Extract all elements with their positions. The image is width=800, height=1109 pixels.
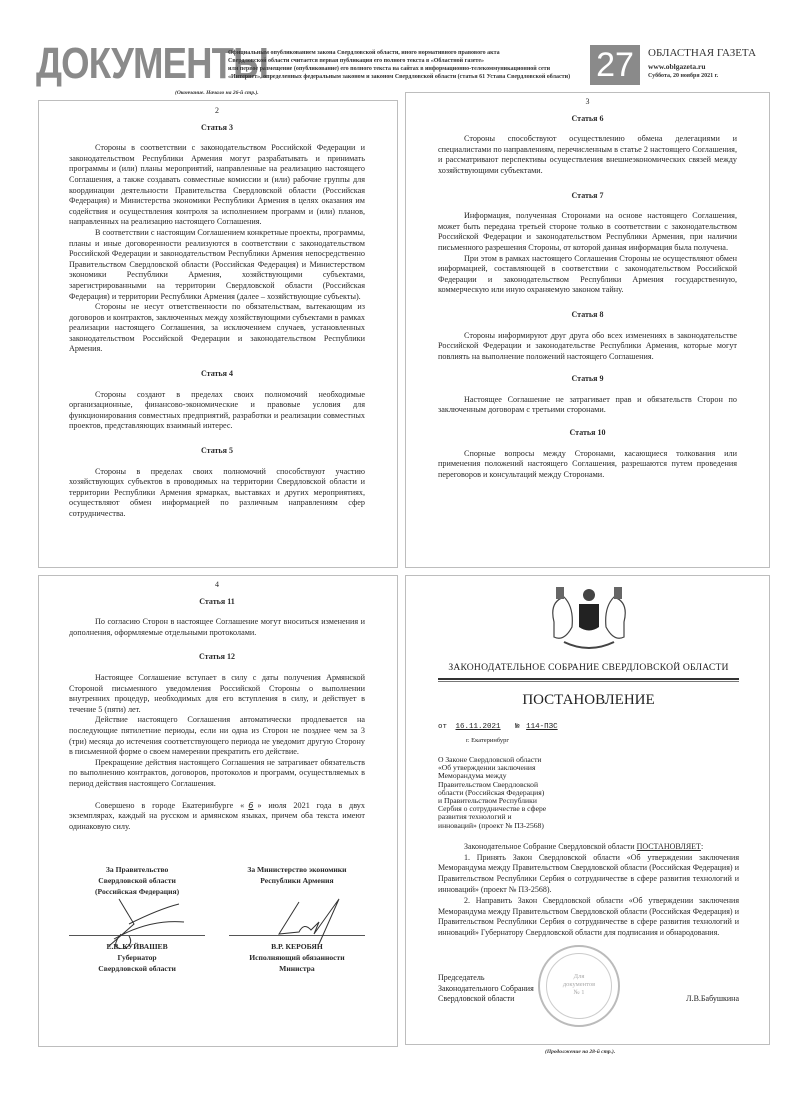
continued-from: (Окончание. Начало на 26-й стр.).: [175, 90, 259, 96]
article-heading: Статья 3: [201, 122, 233, 132]
article-heading: Статья 7: [571, 190, 604, 200]
paragraph: Стороны информируют друг друга обо всех изменениях в законодательстве Российской Федерации и законодательстве Республики Армения, которые могут повлиять на выполнение положений настоящего Соглашения.: [438, 330, 737, 361]
article-heading: Статья 8: [571, 309, 604, 319]
paragraph: Настоящее Соглашение вступает в силу с даты получения Армянской Стороной письменного уведомления Российской Стороны о выполнении внутренних процедур, необходимых для его вступления в силу, и действует в течение 5 (пяти) лет.: [69, 672, 365, 714]
page-num: 2: [215, 106, 219, 115]
signature-block-right: [229, 864, 365, 974]
note-line: «Интернет», определенных федеральным законом и законом Свердловской области (статья 61 Устава Свердловской области): [228, 74, 571, 80]
section-title: ДОКУМЕНТЫ: [36, 39, 269, 88]
org-line: За Министерство экономики: [247, 865, 347, 875]
signer-position: Министра: [279, 964, 315, 974]
continued-to: (Продолжение на 28-й стр.).: [545, 1049, 616, 1055]
stamp-text: Для: [573, 973, 585, 980]
signer-position: Законодательного Собрания: [438, 983, 534, 993]
document-title: ПОСТАНОВЛЕНИЕ: [522, 692, 655, 708]
signer-position: Исполняющий обязанности: [249, 953, 345, 963]
site-link[interactable]: www.oblgazeta.ru: [648, 62, 706, 71]
signer-name: Е.В. КУЙВАШЕВ: [106, 942, 168, 952]
paragraph: Спорные вопросы между Сторонами, касающиеся толкования или применения положений настоящего Соглашения, разрешаются путем проведения переговоров и консультаций между Сторонами.: [438, 448, 737, 479]
stamp-text: документов: [562, 981, 596, 988]
resolution-page: [405, 575, 770, 1045]
city: г. Екатеринбург: [466, 737, 510, 744]
signer-name: В.Р. КЕРОБЯН: [271, 942, 323, 952]
header-rule: [438, 678, 739, 682]
label: от: [438, 723, 448, 731]
org-line: (Российская Федерация): [95, 887, 180, 897]
issuing-body: ЗАКОНОДАТЕЛЬНОЕ СОБРАНИЕ СВЕРДЛОВСКОЙ ОБЛАСТИ: [448, 662, 729, 673]
text: Законодательное Собрание Свердловской области: [464, 841, 637, 851]
stamp-text: № 1: [573, 989, 585, 996]
publication-note: [228, 49, 588, 81]
paragraph: Информация, полученная Сторонами на основе настоящего Соглашения, может быть передана третьей стороне только в соответствии с законодательством Российской Федерации и законодательством Республики Армения, при наличии письменного разрешения Стороны, от которой данная информация была получена.: [438, 211, 737, 252]
decides-word: ПОСТАНОВЛЯЕТ: [636, 841, 701, 851]
article-heading: Статья 9: [571, 374, 604, 384]
note-line: или первое размещение (опубликование) его полного текста на сайтах в информационно-телекоммуникационной сети: [228, 66, 551, 72]
signing-paragraph: [69, 800, 365, 833]
article-heading: Статья 5: [201, 446, 233, 456]
resolution-item: 1. Принять Закон Свердловской области «Об утверждении заключения Меморандума между Правительством Свердловской области (Российская Федерация) и Правительством Республики Сербия о сотрудничестве в сфере развития технологий и инноваций» (проект № ПЗ-2568).: [438, 852, 739, 895]
signer-position: Свердловской области: [438, 994, 515, 1003]
signer-block: [438, 973, 739, 1005]
article-heading: Статья 10: [569, 428, 606, 438]
agreement-page-2: [38, 100, 398, 568]
label: №: [515, 723, 520, 731]
org-line: Свердловской области: [98, 876, 176, 886]
coat-of-arms-icon: [544, 582, 634, 652]
signatures: [69, 864, 365, 974]
date-number-line: [438, 723, 739, 731]
signer-position: Свердловской области: [98, 964, 176, 974]
note-line: Свердловской области считается первая публикация его полного текста в «Областной газете»: [228, 58, 485, 64]
resolution-subject: О Законе Свердловской области «Об утверждении заключения Меморандума между Правительством Свердловской области (Российская Федерация) и Правительством Республики Сербия о сотрудничестве в сфере развития технологий и инноваций» (проект № ПЗ-2568): [438, 755, 547, 830]
text: Совершено в городе Екатеринбурге «: [95, 800, 245, 810]
paragraph: Стороны создают в пределах своих полномочий необходимые организационные, финансово-экономические и правовые условия для функционирования совместных предприятий, разработки и реализации совместных проектов, представляющих взаимный интерес.: [69, 389, 365, 431]
article-heading: Статья 12: [199, 652, 235, 662]
paragraph: При этом в рамках настоящего Соглашения Стороны не осуществляют обмен информацией, составляющей в соответствии с законодательством Российской Федерации и законодательством Республики Армения государственную, коммерческую или иную охраняемую законом тайну.: [438, 253, 737, 295]
handwritten-signature-icon: [89, 894, 189, 949]
official-stamp: [538, 945, 620, 1027]
page-num: 4: [215, 580, 219, 589]
article-heading: Статья 4: [201, 369, 233, 379]
paragraph: Действие настоящего Соглашения автоматически продлевается на последующие пятилетние периоды, если ни одна из Сторон не позднее чем за 3 (три) месяца до истечения соответствующего периода не уведомит другую Сторону в письменной форме о своем намерении прекратить его действие.: [69, 715, 365, 757]
page-num: 3: [585, 97, 590, 106]
signature-block-left: [69, 864, 205, 974]
article-heading: Статья 6: [571, 113, 604, 123]
page-number: 27: [590, 45, 640, 85]
text: » июля 2021 года в двух экземплярах, каждый на русском и армянском языках, причем оба текста имеют одинаковую силу.: [69, 800, 365, 831]
signer-name: Л.В.Бабушкина: [686, 994, 739, 1003]
resolution-date: 16.11.2021: [455, 723, 501, 731]
article-heading: Статья 11: [199, 596, 235, 606]
org-line: За Правительство: [105, 865, 169, 875]
paragraph: Стороны способствуют осуществлению обмена делегациями и специалистами по направлениям, перечисленным в статье 2 настоящего Соглашения, и рассматривают перспективы осуществления внешнеэкономических связей между хозяйствующими субъектами.: [438, 134, 737, 175]
handwritten-signature-icon: [259, 894, 359, 949]
note-line: Официальным опубликованием закона Свердловской области, иного нормативного правового акта: [228, 50, 500, 56]
paragraph: Стороны не несут ответственности по обязательствам, вытекающим из договоров и контрактов, заключенных между хозяйствующими субъектами в рамках реализации настоящего Соглашения, за исключением случаев, установленных законодательством Российской Федерации и законодательством Республики Армения.: [69, 302, 365, 354]
paragraph: Стороны в пределах своих полномочий способствуют участию хозяйствующих субъектов в проводимых на территории Свердловской области и территории Республики Армения ярмарках, выставках и других мероприятиях, осуществляют обмен информацией по различным направлениям сфер сотрудничества.: [69, 466, 365, 518]
signer-position: Председатель: [438, 973, 485, 982]
issue-date: Суббота, 20 ноября 2021 г.: [648, 73, 719, 79]
signer-position: Губернатор: [117, 953, 157, 963]
resolution-number: 114-ПЗС: [526, 723, 558, 731]
paragraph: Стороны в соответствии с законодательством Российской Федерации и законодательством Республики Армения могут разрабатывать и принимать программы и (или) планы мероприятий, направленные на реализацию настоящего Соглашения, а также создавать совместные комиссии и (или) рабочие группы для координации деятельности Правительства Свердловской области (Российская Федерация) и Министерства экономики Республики Армения в целях оказания им содействия и осуществления контроля за исполнением программ и (или) планов, направленных на реализацию настоящего Соглашения.: [69, 143, 365, 227]
agreement-page-3: [405, 92, 770, 568]
paragraph: Настоящее Соглашение не затрагивает прав и обязательств Сторон по заключенным договорам с третьими сторонами.: [438, 394, 737, 415]
org-line: Республики Армения: [260, 876, 334, 886]
paragraph: В соответствии с настоящим Соглашением конкретные проекты, программы, планы и иные договоренности реализуются в соответствии с законодательством Российской Федерации и законодательством Республики Армения непосредственно Правительством Свердловской области (Российская Федерация) и Министерством экономики Республики Армения, хозяйствующими субъектами, зарегистрированными на территории Свердловской области (Российская Федерация) и территории Республики Армения (далее – хозяйствующие субъекты).: [69, 227, 365, 301]
paragraph: По согласию Сторон в настоящее Соглашение могут вноситься изменения и дополнения, оформляемые отдельными протоколами.: [69, 617, 365, 637]
resolution-item: 2. Направить Закон Свердловской области «Об утверждении заключения Меморандума между Правительством Свердловской области (Российская Федерация) и Правительством Республики Сербия о сотрудничестве в сфере развития технологий и инноваций» Губернатору Свердловской области для подписания и обнародования.: [438, 895, 739, 938]
preamble: Законодательное Собрание Свердловской области ПОСТАНОВЛЯЕТ:: [464, 841, 704, 851]
paragraph: Прекращение действия настоящего Соглашения не затрагивает обязательств по выполнению контрактов, договоров, протоколов и программ, осуществляемых в период действия настоящего Соглашения.: [69, 757, 365, 788]
handwritten-day: 6: [248, 799, 254, 810]
newspaper-name: ОБЛАСТНАЯ ГАЗЕТА: [648, 47, 757, 59]
agreement-page-4: [38, 575, 398, 1047]
